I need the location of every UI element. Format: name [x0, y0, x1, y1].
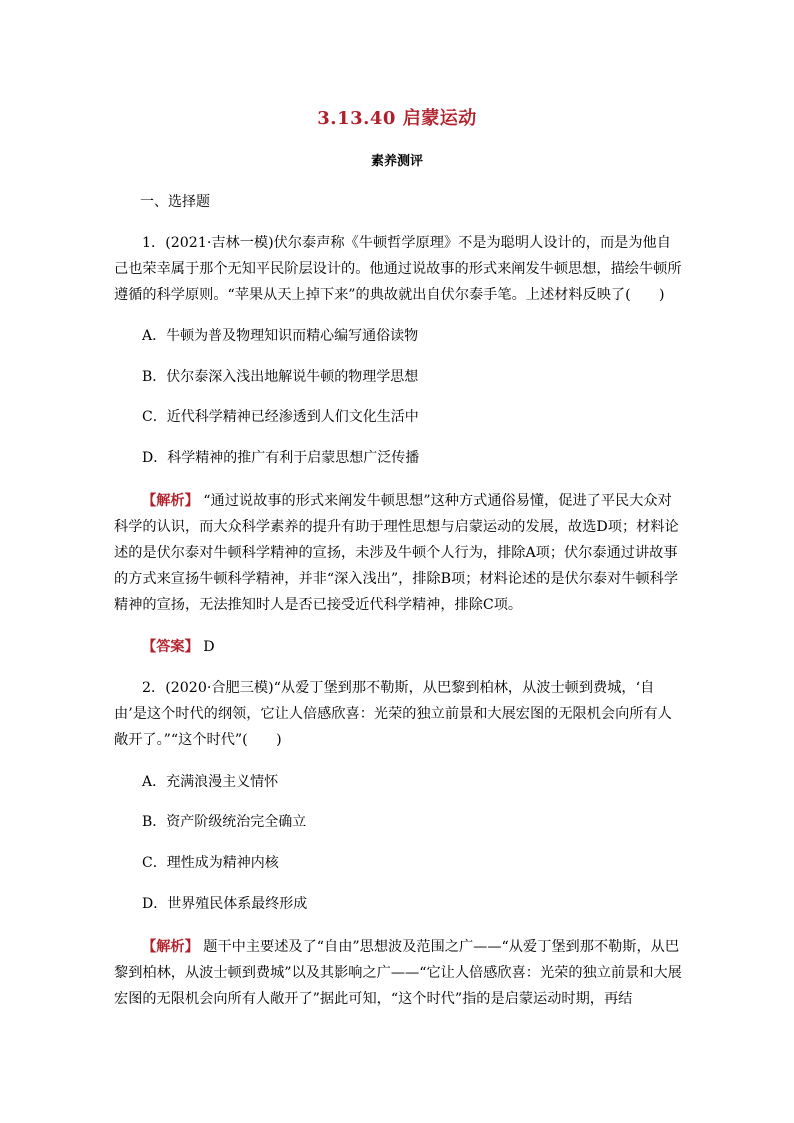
question-1-answer: [114, 634, 682, 660]
answer-label: 【答案】: [142, 639, 199, 655]
analysis-text: “通过说故事的形式来阐发牛顿思想”这种方式通俗易懂，促进了平民大众对科学的认识，而大众科学素养的提升有助于理性思想与启蒙运动的发展，故选D项；材料论述的是伏尔泰对牛顿科学精神的宣扬，未涉及牛顿个人行为，排除A项；伏尔泰通过讲故事的方式来宣扬牛顿科学精神，并非“深入浅出”，排除B项；材料论述的是伏尔泰对牛顿科学精神的宣扬，无法推知时人是否已接受近代科学精神，排除C项。: [114, 493, 679, 613]
analysis-label: 【解析】: [142, 939, 199, 955]
question-1-option-a: A．牛顿为普及物理知识而精心编写通俗读物: [142, 328, 419, 344]
question-2-analysis: [114, 934, 682, 1012]
question-2-option-b: B．资产阶级统治完全确立: [142, 814, 307, 830]
question-2-option-c: C．理性成为精神内核: [142, 855, 279, 871]
question-1-stem: 1．(2021·吉林一模)伏尔泰声称《牛顿哲学原理》不是为聪明人设计的，而是为他自己也荣幸属于那个无知平民阶层设计的。他通过说故事的形式来阐发牛顿思想，描绘牛顿所遵循的科学原则。“苹果从天上掉下来”的典故就出自伏尔泰手笔。上述材料反映了( ): [114, 235, 682, 303]
page-title: 3.13.40 启蒙运动: [317, 108, 477, 129]
answer-value: D: [203, 639, 215, 655]
question-1-option-c: C．近代科学精神已经渗透到人们文化生活中: [142, 409, 419, 425]
question-1-option-d: D．科学精神的推广有利于启蒙思想广泛传播: [142, 450, 420, 466]
page-subtitle: 素养测评: [370, 154, 423, 169]
question-1-analysis: [114, 488, 682, 618]
question-1-option-b: B．伏尔泰深入浅出地解说牛顿的物理学思想: [142, 369, 419, 385]
analysis-text: 题干中主要述及了“自由”思想波及范围之广——“从爱丁堡到那不勒斯，从巴黎到柏林，从波士顿到费城”以及其影响之广——“它让人倍感欣喜：光荣的独立前景和大展宏图的无限机会向所有人敞开了”据此可知，“这个时代”指的是启蒙运动时期，再结: [114, 939, 682, 1007]
section-heading: 一、选择题: [140, 194, 210, 210]
analysis-label: 【解析】: [142, 493, 199, 509]
question-2-option-a: A．充满浪漫主义情怀: [142, 774, 279, 790]
question-2-stem: 2．(2020·合肥三模)“从爱丁堡到那不勒斯，从巴黎到柏林，从波士顿到费城，‘自由’是这个时代的纲领，它让人倍感欣喜：光荣的独立前景和大展宏图的无限机会向所有人敞开了。”“这个时代”( ): [114, 680, 672, 748]
question-2-option-d: D．世界殖民体系最终形成: [142, 896, 308, 912]
